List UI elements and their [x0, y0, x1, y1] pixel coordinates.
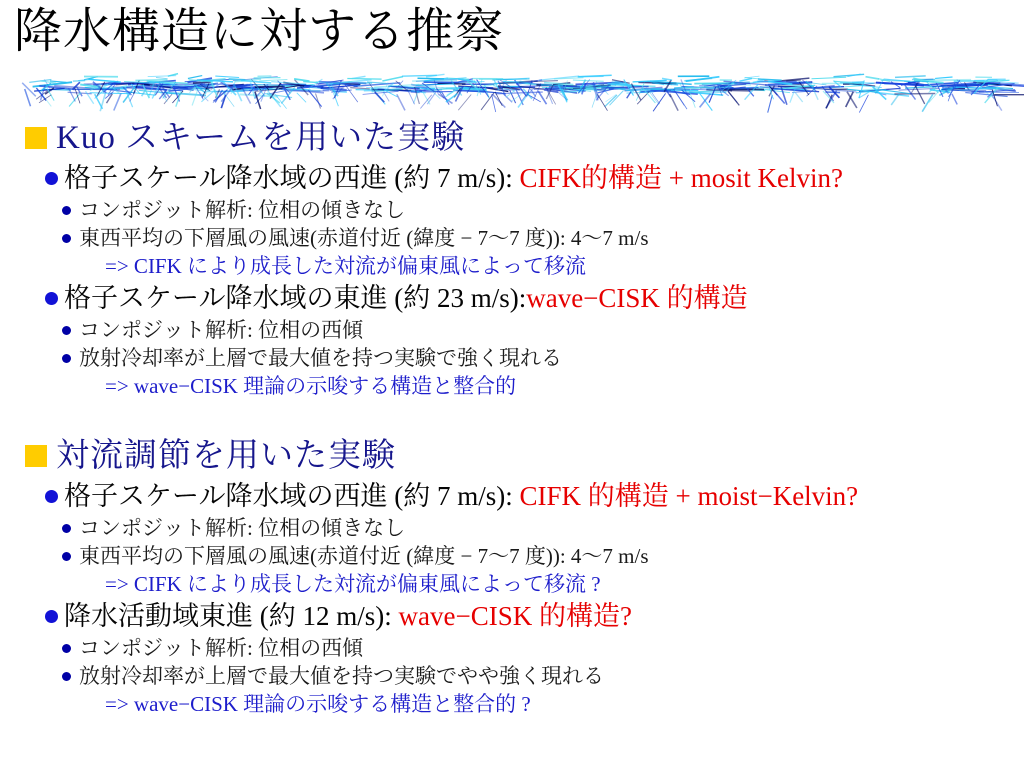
- sub-bullet-text: 東西平均の下層風の風速(赤道付近 (緯度 − 7〜7 度)): 4〜7 m/s: [79, 544, 649, 568]
- bullet-item-text: [64, 598, 632, 634]
- sub-bullet-item: [62, 542, 1024, 570]
- item-highlight: CIFK 的構造 + moist−Kelvin?: [519, 481, 859, 511]
- slide-content: [0, 116, 1024, 718]
- sub-bullet-item: [62, 514, 1024, 542]
- sub-bullet-text: 放射冷却率が上層で最大値を持つ実験でやや強く現れる: [79, 664, 604, 688]
- circle-bullet-icon: [45, 610, 58, 623]
- section-convective-adjustment: [0, 434, 1024, 718]
- square-bullet-icon: [25, 445, 47, 467]
- small-circle-bullet-icon: [62, 206, 71, 215]
- conclusion-line: => wave−CISK 理論の示唆する構造と整合的 ?: [105, 692, 531, 716]
- conclusion-line: => CIFK により成長した対流が偏東風によって移流: [105, 254, 587, 278]
- small-circle-bullet-icon: [62, 644, 71, 653]
- bullet-item: [45, 160, 1024, 196]
- square-bullet-icon: [25, 127, 47, 149]
- sub-bullet-item: [62, 196, 1024, 224]
- section-heading-text: Kuo スキームを用いた実験: [56, 120, 466, 156]
- sub-bullet-item: [62, 662, 1024, 690]
- small-circle-bullet-icon: [62, 354, 71, 363]
- sub-bullet-item: [62, 224, 1024, 252]
- bullet-item-text: [64, 160, 843, 196]
- small-circle-bullet-icon: [62, 524, 71, 533]
- item-highlight: CIFK的構造 + mosit Kelvin?: [519, 163, 843, 193]
- sub-bullet-text: コンポジット解析: 位相の傾きなし: [79, 516, 406, 540]
- item-lead: 格子スケール降水域の東進 (約 23 m/s):: [64, 283, 527, 313]
- item-lead: 格子スケール降水域の西進 (約 7 m/s):: [64, 163, 520, 193]
- sub-bullet-item: [62, 634, 1024, 662]
- sub-bullet-text: コンポジット解析: 位相の西傾: [79, 318, 364, 342]
- item-lead: 降水活動域東進 (約 12 m/s):: [64, 601, 399, 631]
- item-lead: 格子スケール降水域の西進 (約 7 m/s):: [64, 481, 520, 511]
- small-circle-bullet-icon: [62, 326, 71, 335]
- sub-bullet-item: [62, 344, 1024, 372]
- sub-bullet-text: コンポジット解析: 位相の西傾: [79, 636, 364, 660]
- sub-bullet-text: コンポジット解析: 位相の傾きなし: [79, 198, 406, 222]
- small-circle-bullet-icon: [62, 552, 71, 561]
- item-highlight: wave−CISK 的構造?: [398, 601, 632, 631]
- sub-bullet-item: [62, 316, 1024, 344]
- section-heading: [25, 116, 1024, 160]
- circle-bullet-icon: [45, 490, 58, 503]
- sub-bullet-text: 放射冷却率が上層で最大値を持つ実験で強く現れる: [79, 346, 562, 370]
- small-circle-bullet-icon: [62, 234, 71, 243]
- item-highlight: wave−CISK 的構造: [526, 283, 748, 313]
- bullet-item: [45, 280, 1024, 316]
- conclusion-line: => wave−CISK 理論の示唆する構造と整合的: [105, 374, 517, 398]
- section-heading: [25, 434, 1024, 478]
- small-circle-bullet-icon: [62, 672, 71, 681]
- section-heading-text: 対流調節を用いた実験: [56, 438, 396, 474]
- divider-scribble-icon: [20, 74, 1010, 102]
- sub-bullet-text: 東西平均の下層風の風速(赤道付近 (緯度 − 7〜7 度)): 4〜7 m/s: [79, 226, 649, 250]
- bullet-item: [45, 598, 1024, 634]
- circle-bullet-icon: [45, 172, 58, 185]
- bullet-item-text: [64, 280, 748, 316]
- bullet-item-text: [64, 478, 858, 514]
- conclusion-line: => CIFK により成長した対流が偏東風によって移流 ?: [105, 572, 601, 596]
- circle-bullet-icon: [45, 292, 58, 305]
- section-kuo-scheme: [0, 116, 1024, 400]
- bullet-item: [45, 478, 1024, 514]
- slide-title: 降水構造に対する推察: [14, 5, 505, 58]
